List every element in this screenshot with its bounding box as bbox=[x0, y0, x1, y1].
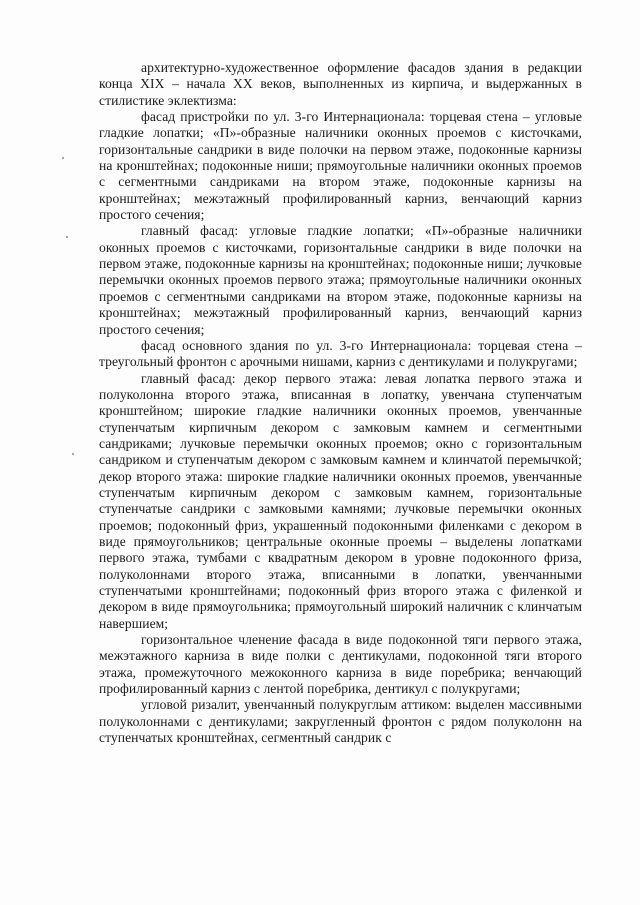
document-body bbox=[99, 60, 582, 746]
paragraph-main-facade: главный фасад: декор первого этажа: левая лопатка первого этажа и полуколонна второго этажа, вписанная в лопатку, увенчана ступенчатым кронштейном; широкие гладкие наличники оконных проемов, увенчанные ступенчатым кирпичным декором с замковым камнем и сегментными сандриками; лучковые перемычки оконных проемов; окно с горизонтальным сандриком и ступенчатым декором с замковым камнем и клинчатой перемычкой; декор второго этажа: широкие гладкие наличники оконных проемов, увенчанные ступенчатым кирпичным декором с замковым камнем, горизонтальные ступенчатые сандрики с замковыми камнями; лучковые перемычки оконных проемов; подоконный фриз, украшенный подоконными филенками с декором в виде прямоугольников; центральные оконные проемы – выделены лопатками первого этажа, тумбами с квадратным декором в уровне подоконного фриза, полуколоннами второго этажа, вписанными в лопатки, увенчанными ступенчатыми кронштейнами; подоконный фриз второго этажа с филенкой и декором в виде прямоугольника; прямоугольный широкий наличник с клинчатым навершием; bbox=[99, 370, 582, 631]
scan-speck bbox=[66, 236, 68, 238]
paragraph-main-building-end-facade: фасад основного здания по ул. 3-го Интернационала: торцевая стена – треугольный фронтон с арочными нишами, карниз с дентикулами и полукругами; bbox=[99, 337, 582, 370]
paragraph-annex-end-facade: фасад пристройки по ул. 3-го Интернационала: торцевая стена – угловые гладкие лопатки; «П»-образные наличники оконных проемов с кисточками, горизонтальные сандрики в виде полочки на первом этаже, подоконные карнизы на кронштейнах; подоконные ниши; прямоугольные наличники оконных проемов с сегментными сандриками на втором этаже, подоконные карнизы на кронштейнах; межэтажный профилированный карниз, венчающий карниз простого сечения; bbox=[99, 109, 582, 223]
paragraph-corner-risalit: угловой ризалит, увенчанный полукруглым аттиком: выделен массивными полуколоннами с дентикулами; закругленный фронтон с рядом полуколонн на ступенчатых кронштейнах, сегментный сандрик с bbox=[99, 697, 582, 746]
paragraph-annex-main-facade: главный фасад: угловые гладкие лопатки; «П»-образные наличники оконных проемов с кисточками, горизонтальные сандрики в виде полочки на первом этаже, подоконные карнизы на кронштейнах; подоконные ниши; лучковые перемычки оконных проемов первого этажа; прямоугольные наличники оконных проемов с сегментными сандриками на втором этаже, подоконные карнизы на кронштейнах; межэтажный профилированный карниз, венчающий карниз простого сечения; bbox=[99, 223, 582, 337]
paragraph-horizontal-division: горизонтальное членение фасада в виде подоконной тяги первого этажа, межэтажного карниза в виде полки с дентикулами, подоконной тяги второго этажа, промежуточного межоконного карниза в виде поребрика; венчающий профилированный карниз с лентой поребрика, дентикул с полукругами; bbox=[99, 632, 582, 697]
scan-speck bbox=[72, 453, 74, 455]
paragraph-intro: архитектурно-художественное оформление фасадов здания в редакции конца XIX – начала XX веков, выполненных из кирпича, и выдержанных в стилистике эклектизма: bbox=[99, 60, 582, 108]
scan-speck bbox=[62, 157, 64, 159]
